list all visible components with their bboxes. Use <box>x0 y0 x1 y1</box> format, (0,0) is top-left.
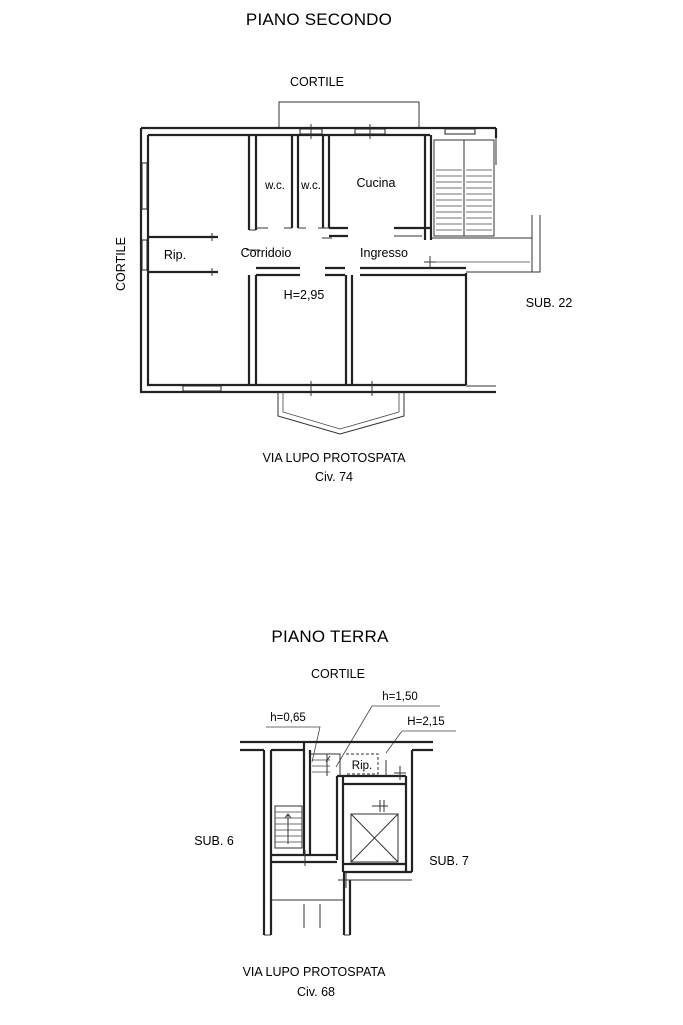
interior-walls <box>148 135 466 385</box>
piano-terra-title: PIANO TERRA <box>271 627 389 646</box>
civic-number-68: Civ. 68 <box>297 985 335 999</box>
piano-secondo-title: PIANO SECONDO <box>245 10 393 29</box>
street-label-secondo: VIA LUPO PROTOSPATA <box>262 451 406 465</box>
bay-balcony <box>278 392 404 434</box>
room-label-rip-terra: Rip. <box>351 760 373 772</box>
height-label-065: h=0,65 <box>270 712 306 724</box>
cortile-left-label: CORTILE <box>114 237 128 291</box>
room-label-corridoio: Corridoio <box>240 246 292 260</box>
height-label-150: h=1,50 <box>382 691 418 703</box>
room-label-wc2: w.c. <box>301 180 321 192</box>
piano-secondo-plan <box>114 10 572 484</box>
height-label-215: H=2,15 <box>407 716 445 728</box>
staircase <box>424 138 540 272</box>
terra-outer-walls <box>240 742 433 935</box>
cortile-terra-label: CORTILE <box>311 667 365 681</box>
sub-6-label: SUB. 6 <box>194 834 234 848</box>
sub-7-label: SUB. 7 <box>429 854 469 868</box>
sub-22-label: SUB. 22 <box>525 296 573 310</box>
terra-left-stair <box>275 806 302 848</box>
lift-shaft <box>351 800 398 862</box>
height-label: H=2,95 <box>283 288 325 302</box>
room-label-wc1: w.c. <box>265 180 285 192</box>
terra-small-stair <box>310 754 340 776</box>
civic-number-74: Civ. 74 <box>315 470 353 484</box>
street-label-terra: VIA LUPO PROTOSPATA <box>242 965 386 979</box>
top-balcony <box>279 102 419 127</box>
room-label-ingresso: Ingresso <box>360 246 408 260</box>
room-label-cucina: Cucina <box>356 176 396 190</box>
room-label-rip: Rip. <box>163 248 187 262</box>
outer-walls <box>141 128 496 392</box>
cortile-top-label: CORTILE <box>290 75 344 89</box>
piano-terra-plan <box>194 627 469 999</box>
